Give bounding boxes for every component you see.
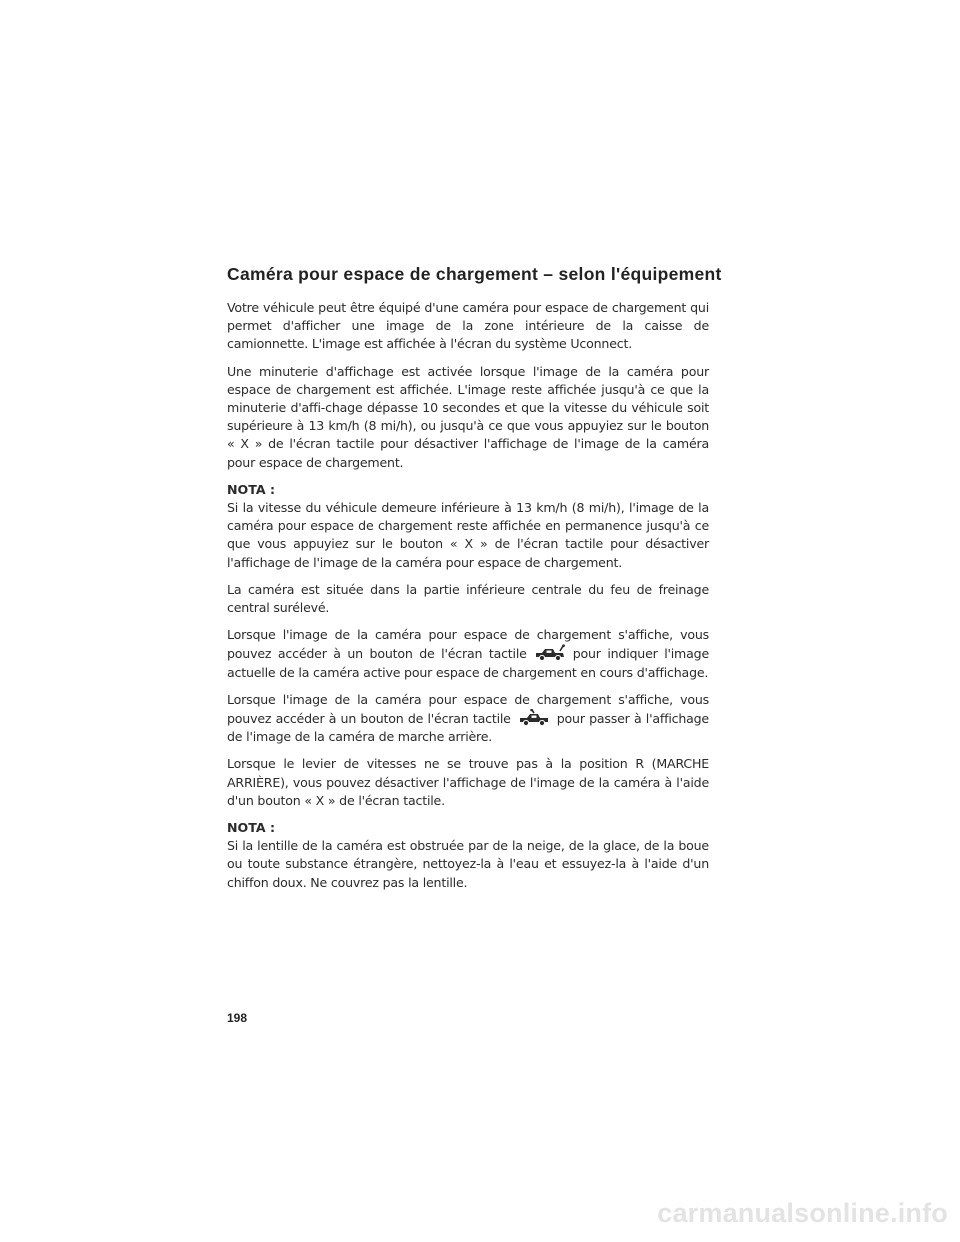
note-text: Si la vitesse du véhicule demeure inférieure à 13 km/h (8 mi/h), l'image de la caméra pour espace de chargement reste affichée en permanence jusqu'à ce que vous appuyiez sur le bouton « X » de l'écran tactile pour désactiver l'affichage de l'image de la caméra pour espace de chargement. <box>227 500 709 570</box>
note-speed <box>227 481 709 572</box>
main-content <box>227 262 722 901</box>
page-number: 198 <box>227 1011 248 1025</box>
note-text: Si la lentille de la caméra est obstruée par de la neige, de la glace, de la boue ou toute substance étrangère, nettoyez-la à l'eau et essuyez-la à l'aide d'un chiffon doux. Ne couvrez pas la lentille. <box>227 838 709 890</box>
paragraph-gear-lever: Lorsque le levier de vitesses ne se trouve pas à la position R (MARCHE ARRIÈRE), vous pouvez désactiver l'affichage de l'image de la caméra à l'aide d'un bouton « X » de l'écran tactile. <box>227 756 709 808</box>
note-label: NOTA : <box>227 820 276 836</box>
paragraph-camera-location: La caméra est située dans la partie inférieure centrale du feu de freinage central surélevé. <box>227 581 709 616</box>
paragraph-text-after: pour indiquer l'image actuelle de la caméra active pour espace de chargement en cours d'affichage. <box>227 646 709 680</box>
note-lens <box>227 819 709 892</box>
paragraph-intro: Votre véhicule peut être équipé d'une caméra pour espace de chargement qui permet d'afficher une image de la zone intérieure de la caisse de camionnette. L'image est affichée à l'écran du système Uconnect. <box>227 300 709 352</box>
cargo-camera-truck-icon <box>533 644 567 662</box>
paragraph-rear-button <box>227 691 709 747</box>
section-title: Caméra pour espace de chargement – selon l'équipement <box>227 264 722 284</box>
paragraph-cargo-button <box>227 626 709 682</box>
note-label: NOTA : <box>227 481 276 497</box>
rear-camera-truck-icon <box>517 709 551 727</box>
paragraph-text-before: Lorsque l'image de la caméra pour espace de chargement s'affiche, vous pouvez accéder à un bouton de l'écran tactile <box>227 627 709 662</box>
paragraph-text-after: pour passer à l'affichage de l'image de la caméra de marche arrière. <box>227 711 709 745</box>
watermark: carmanualsonline.info <box>657 1198 948 1228</box>
paragraph-timer: Une minuterie d'affichage est activée lorsque l'image de la caméra pour espace de chargement est affichée. L'image reste affichée jusqu'à ce que la minuterie d'affi-chage dépasse 10 secondes et que la vitesse du véhicule soit supérieure à 13 km/h (8 mi/h), ou jusqu'à ce que vous appuyiez sur le bouton « X » de l'écran tactile pour désactiver l'affichage de l'image de la caméra pour espace de chargement. <box>227 363 709 470</box>
paragraph-text-before: Lorsque l'image de la caméra pour espace de chargement s'affiche, vous pouvez accéder à un bouton de l'écran tactile <box>227 691 709 727</box>
